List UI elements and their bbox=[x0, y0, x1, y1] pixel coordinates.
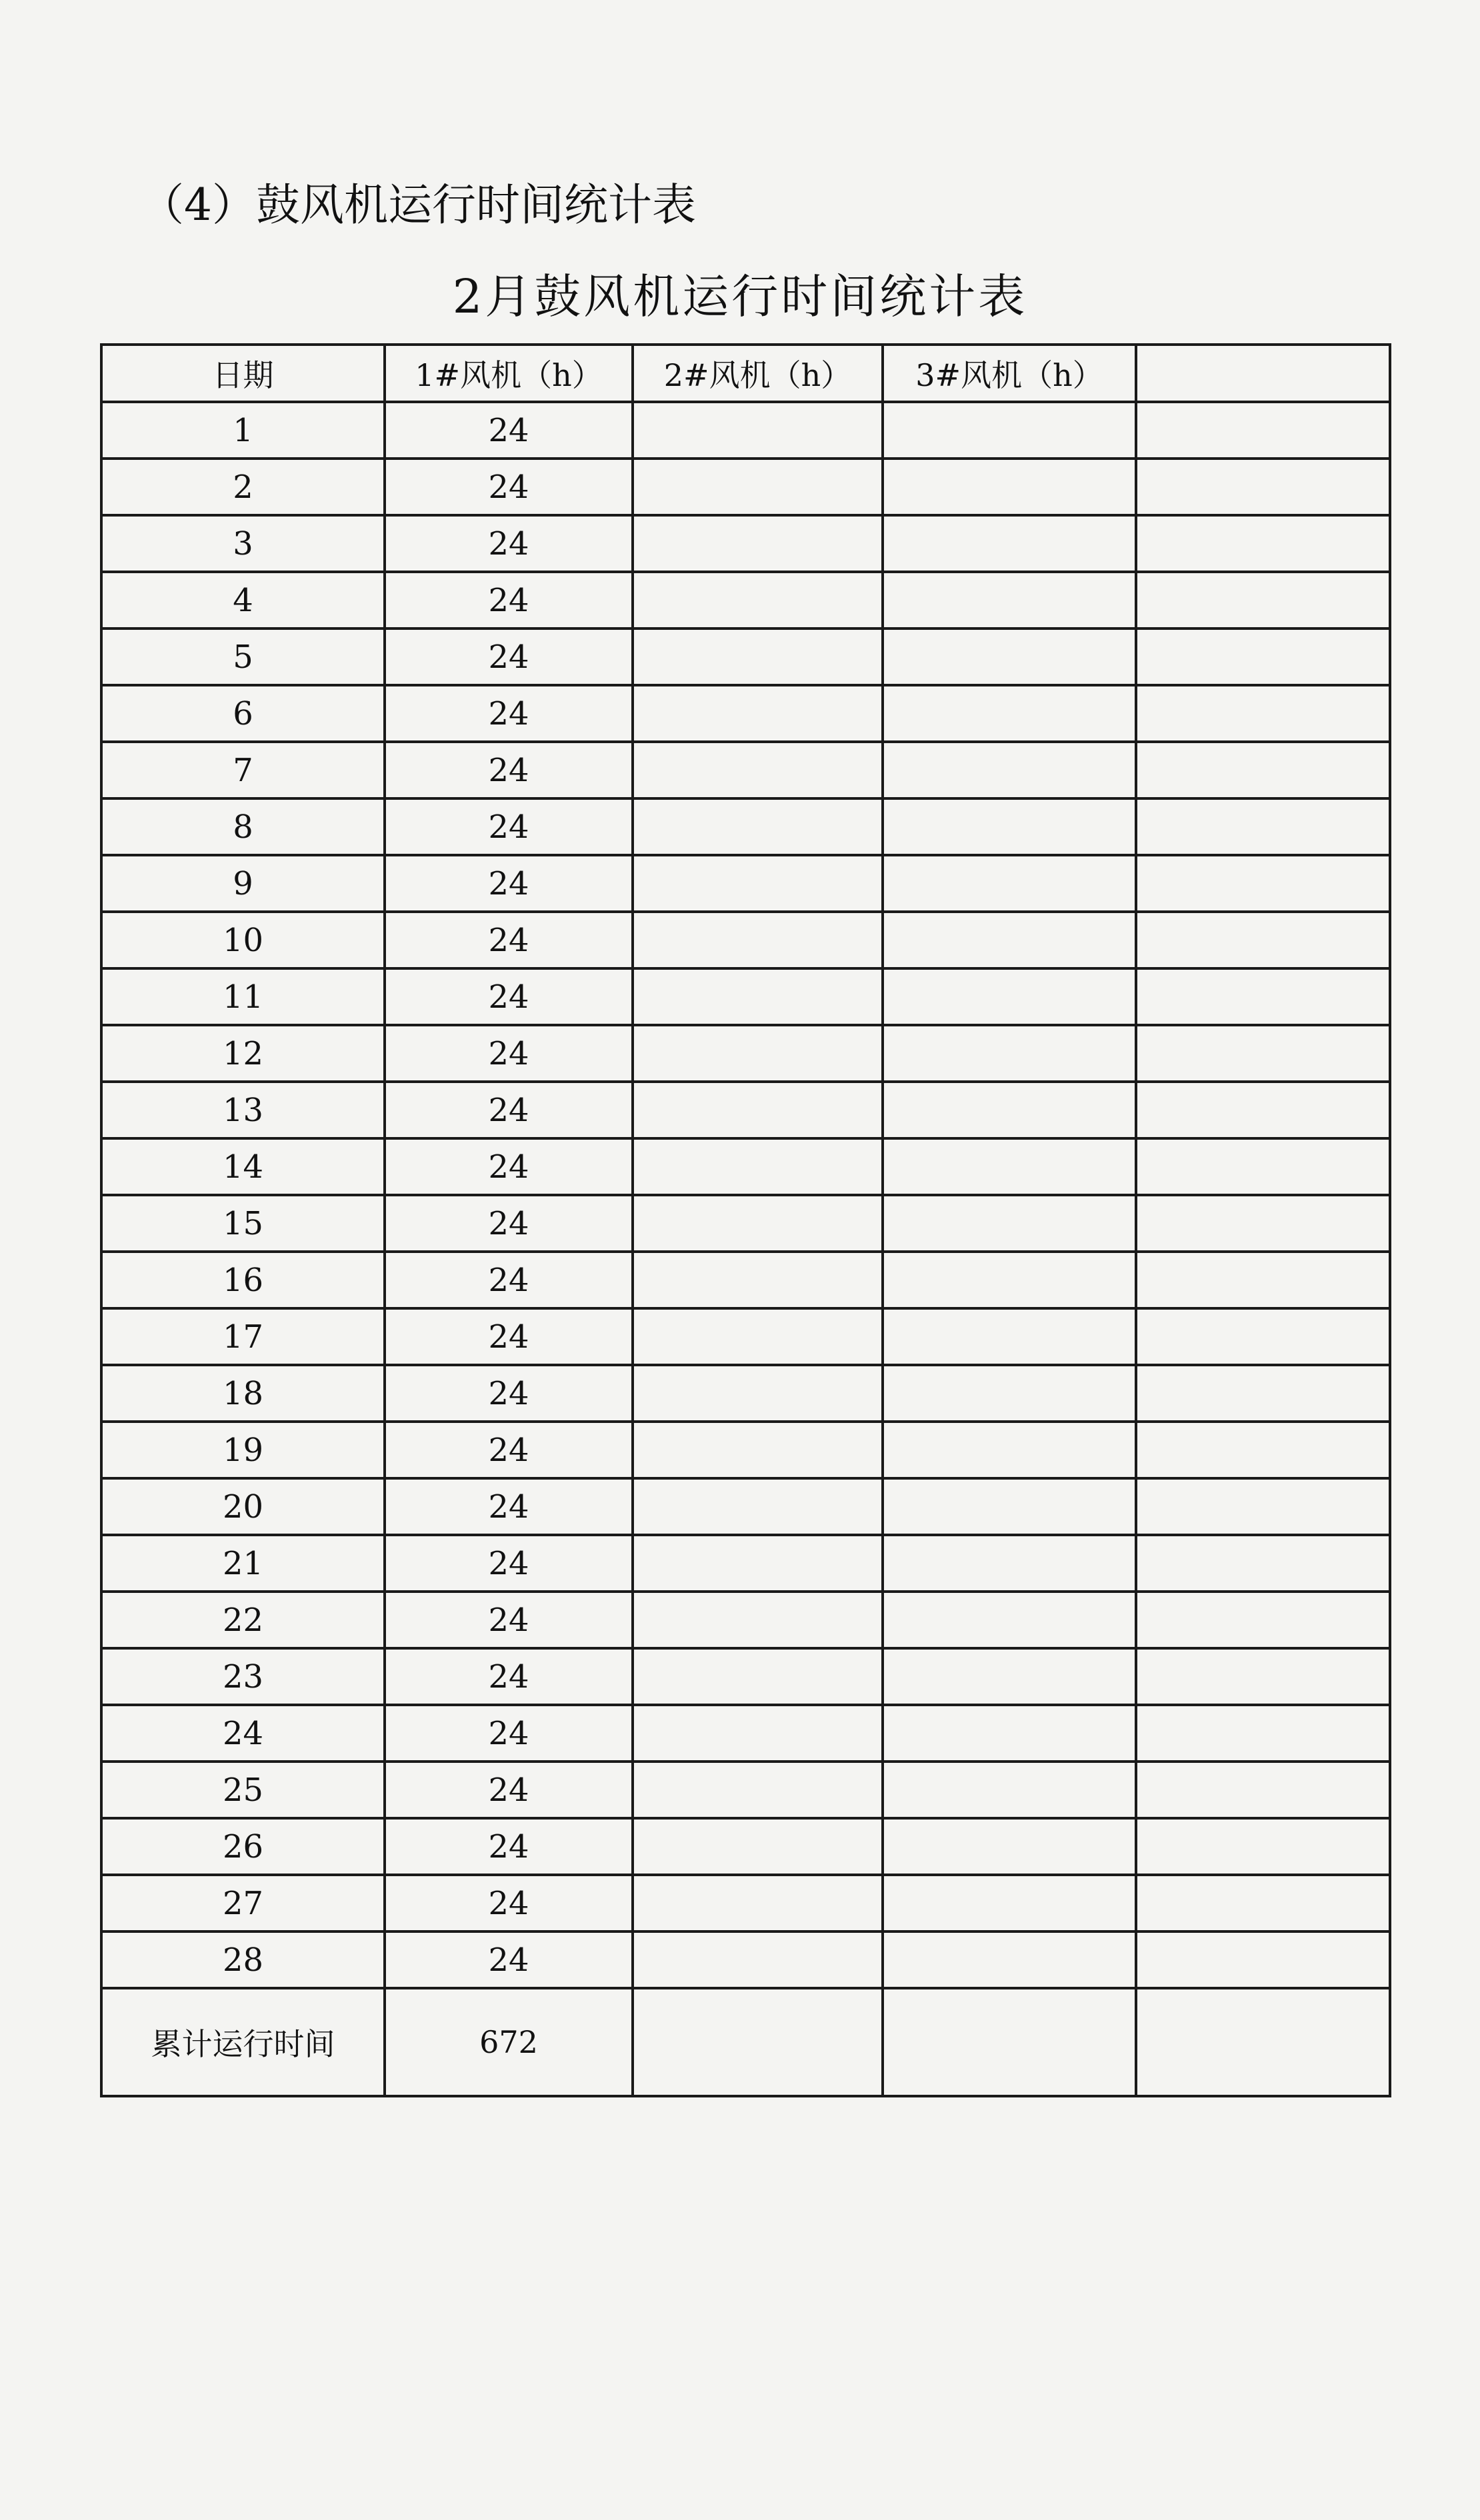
cell-fan-2 bbox=[633, 402, 883, 459]
cell-fan-3 bbox=[883, 1308, 1136, 1365]
cell-fan-2 bbox=[633, 1082, 883, 1138]
cell-blank bbox=[1136, 1705, 1390, 1762]
cell-fan-2 bbox=[633, 1365, 883, 1422]
cell-fan-1: 24 bbox=[385, 1592, 633, 1648]
cell-fan-3 bbox=[883, 742, 1136, 798]
total-fan-3 bbox=[883, 1988, 1136, 2096]
cell-fan-2 bbox=[633, 1195, 883, 1252]
cell-blank bbox=[1136, 629, 1390, 685]
cell-fan-3 bbox=[883, 1592, 1136, 1648]
cell-fan-2 bbox=[633, 968, 883, 1025]
cell-fan-3 bbox=[883, 685, 1136, 742]
cell-blank bbox=[1136, 459, 1390, 515]
cell-fan-2 bbox=[633, 742, 883, 798]
table-body bbox=[101, 402, 1390, 1988]
cell-fan-3 bbox=[883, 1535, 1136, 1592]
cell-fan-3 bbox=[883, 968, 1136, 1025]
cell-fan-1: 24 bbox=[385, 1365, 633, 1422]
cell-fan-2 bbox=[633, 912, 883, 968]
cell-fan-1: 24 bbox=[385, 855, 633, 912]
table-row bbox=[101, 912, 1390, 968]
cell-date: 26 bbox=[101, 1818, 385, 1875]
cell-blank bbox=[1136, 1025, 1390, 1082]
cell-date: 9 bbox=[101, 855, 385, 912]
table-row bbox=[101, 402, 1390, 459]
cell-blank bbox=[1136, 1818, 1390, 1875]
cell-blank bbox=[1136, 1762, 1390, 1818]
cell-date: 16 bbox=[101, 1252, 385, 1308]
cell-fan-1: 24 bbox=[385, 1648, 633, 1705]
table-row bbox=[101, 1422, 1390, 1478]
header-blank bbox=[1136, 345, 1390, 402]
table-row bbox=[101, 1365, 1390, 1422]
header-fan-1: 1#风机（h） bbox=[385, 345, 633, 402]
cell-blank bbox=[1136, 798, 1390, 855]
total-label: 累计运行时间 bbox=[101, 1988, 385, 2096]
cell-fan-3 bbox=[883, 1025, 1136, 1082]
cell-fan-3 bbox=[883, 1875, 1136, 1931]
cell-date: 19 bbox=[101, 1422, 385, 1478]
table-row bbox=[101, 1025, 1390, 1082]
cell-date: 4 bbox=[101, 572, 385, 629]
cell-blank bbox=[1136, 572, 1390, 629]
table-row bbox=[101, 855, 1390, 912]
table-header bbox=[101, 345, 1390, 402]
cell-blank bbox=[1136, 1535, 1390, 1592]
cell-fan-1: 24 bbox=[385, 912, 633, 968]
table-row bbox=[101, 1818, 1390, 1875]
cell-fan-1: 24 bbox=[385, 1931, 633, 1988]
table-row bbox=[101, 1308, 1390, 1365]
table-row bbox=[101, 1648, 1390, 1705]
cell-blank bbox=[1136, 1422, 1390, 1478]
cell-blank bbox=[1136, 402, 1390, 459]
total-row bbox=[101, 1988, 1390, 2096]
cell-fan-1: 24 bbox=[385, 685, 633, 742]
cell-fan-2 bbox=[633, 1592, 883, 1648]
cell-fan-3 bbox=[883, 1931, 1136, 1988]
cell-fan-3 bbox=[883, 1705, 1136, 1762]
cell-fan-3 bbox=[883, 1252, 1136, 1308]
cell-date: 8 bbox=[101, 798, 385, 855]
total-blank bbox=[1136, 1988, 1390, 2096]
cell-fan-1: 24 bbox=[385, 1818, 633, 1875]
cell-fan-1: 24 bbox=[385, 798, 633, 855]
table-row bbox=[101, 1931, 1390, 1988]
cell-date: 23 bbox=[101, 1648, 385, 1705]
cell-fan-1: 24 bbox=[385, 402, 633, 459]
cell-date: 27 bbox=[101, 1875, 385, 1931]
cell-fan-2 bbox=[633, 1138, 883, 1195]
cell-fan-3 bbox=[883, 1422, 1136, 1478]
cell-fan-1: 24 bbox=[385, 1875, 633, 1931]
cell-fan-1: 24 bbox=[385, 459, 633, 515]
cell-fan-2 bbox=[633, 1422, 883, 1478]
cell-fan-1: 24 bbox=[385, 1422, 633, 1478]
cell-fan-1: 24 bbox=[385, 1705, 633, 1762]
table-row bbox=[101, 1195, 1390, 1252]
cell-date: 28 bbox=[101, 1931, 385, 1988]
header-date: 日期 bbox=[101, 345, 385, 402]
cell-fan-2 bbox=[633, 798, 883, 855]
cell-date: 22 bbox=[101, 1592, 385, 1648]
cell-fan-3 bbox=[883, 515, 1136, 572]
table-row bbox=[101, 968, 1390, 1025]
cell-date: 25 bbox=[101, 1762, 385, 1818]
cell-fan-1: 24 bbox=[385, 1308, 633, 1365]
header-row bbox=[101, 345, 1390, 402]
section-heading: （4）鼓风机运行时间统计表 bbox=[140, 179, 696, 231]
cell-blank bbox=[1136, 1875, 1390, 1931]
cell-blank bbox=[1136, 1252, 1390, 1308]
table-row bbox=[101, 572, 1390, 629]
table-row bbox=[101, 1592, 1390, 1648]
cell-date: 14 bbox=[101, 1138, 385, 1195]
cell-fan-2 bbox=[633, 1762, 883, 1818]
cell-fan-3 bbox=[883, 1365, 1136, 1422]
cell-blank bbox=[1136, 1195, 1390, 1252]
table-footer bbox=[101, 1988, 1390, 2096]
cell-fan-1: 24 bbox=[385, 1535, 633, 1592]
cell-blank bbox=[1136, 1308, 1390, 1365]
cell-fan-3 bbox=[883, 572, 1136, 629]
cell-blank bbox=[1136, 742, 1390, 798]
cell-fan-1: 24 bbox=[385, 1195, 633, 1252]
cell-fan-2 bbox=[633, 515, 883, 572]
table-row bbox=[101, 798, 1390, 855]
cell-fan-1: 24 bbox=[385, 1082, 633, 1138]
cell-fan-2 bbox=[633, 1875, 883, 1931]
table-row bbox=[101, 685, 1390, 742]
cell-blank bbox=[1136, 855, 1390, 912]
cell-blank bbox=[1136, 1478, 1390, 1535]
cell-date: 24 bbox=[101, 1705, 385, 1762]
cell-blank bbox=[1136, 968, 1390, 1025]
table-row bbox=[101, 742, 1390, 798]
cell-fan-1: 24 bbox=[385, 1762, 633, 1818]
cell-fan-2 bbox=[633, 1535, 883, 1592]
cell-fan-1: 24 bbox=[385, 968, 633, 1025]
table-row bbox=[101, 1082, 1390, 1138]
cell-date: 3 bbox=[101, 515, 385, 572]
cell-fan-3 bbox=[883, 1478, 1136, 1535]
cell-fan-2 bbox=[633, 1308, 883, 1365]
cell-date: 13 bbox=[101, 1082, 385, 1138]
cell-blank bbox=[1136, 1592, 1390, 1648]
cell-fan-3 bbox=[883, 798, 1136, 855]
header-fan-2: 2#风机（h） bbox=[633, 345, 883, 402]
cell-fan-1: 24 bbox=[385, 1478, 633, 1535]
cell-fan-2 bbox=[633, 1025, 883, 1082]
table-row bbox=[101, 1762, 1390, 1818]
total-fan-2 bbox=[633, 1988, 883, 2096]
cell-fan-2 bbox=[633, 1648, 883, 1705]
table-row bbox=[101, 1535, 1390, 1592]
table-row bbox=[101, 629, 1390, 685]
cell-blank bbox=[1136, 685, 1390, 742]
cell-fan-3 bbox=[883, 1648, 1136, 1705]
cell-fan-3 bbox=[883, 402, 1136, 459]
cell-fan-2 bbox=[633, 572, 883, 629]
table-row bbox=[101, 459, 1390, 515]
blower-runtime-table bbox=[100, 343, 1391, 2097]
cell-fan-1: 24 bbox=[385, 1025, 633, 1082]
cell-fan-2 bbox=[633, 1705, 883, 1762]
cell-fan-3 bbox=[883, 459, 1136, 515]
cell-blank bbox=[1136, 912, 1390, 968]
cell-date: 11 bbox=[101, 968, 385, 1025]
cell-blank bbox=[1136, 1365, 1390, 1422]
cell-fan-1: 24 bbox=[385, 572, 633, 629]
total-fan-1: 672 bbox=[385, 1988, 633, 2096]
table-title: 2月鼓风机运行时间统计表 bbox=[452, 269, 1028, 324]
cell-fan-2 bbox=[633, 685, 883, 742]
cell-date: 1 bbox=[101, 402, 385, 459]
cell-date: 20 bbox=[101, 1478, 385, 1535]
cell-date: 15 bbox=[101, 1195, 385, 1252]
cell-fan-3 bbox=[883, 1818, 1136, 1875]
cell-fan-2 bbox=[633, 1931, 883, 1988]
cell-fan-3 bbox=[883, 1762, 1136, 1818]
cell-fan-2 bbox=[633, 1252, 883, 1308]
cell-fan-1: 24 bbox=[385, 515, 633, 572]
table-row bbox=[101, 1478, 1390, 1535]
cell-blank bbox=[1136, 515, 1390, 572]
header-fan-3: 3#风机（h） bbox=[883, 345, 1136, 402]
cell-blank bbox=[1136, 1082, 1390, 1138]
cell-fan-1: 24 bbox=[385, 629, 633, 685]
cell-fan-3 bbox=[883, 1195, 1136, 1252]
cell-fan-3 bbox=[883, 912, 1136, 968]
cell-fan-1: 24 bbox=[385, 742, 633, 798]
cell-fan-2 bbox=[633, 855, 883, 912]
cell-fan-2 bbox=[633, 459, 883, 515]
cell-blank bbox=[1136, 1648, 1390, 1705]
cell-date: 7 bbox=[101, 742, 385, 798]
table-row bbox=[101, 1138, 1390, 1195]
cell-date: 2 bbox=[101, 459, 385, 515]
cell-fan-1: 24 bbox=[385, 1252, 633, 1308]
cell-fan-3 bbox=[883, 1082, 1136, 1138]
cell-blank bbox=[1136, 1931, 1390, 1988]
table-row bbox=[101, 1252, 1390, 1308]
cell-date: 5 bbox=[101, 629, 385, 685]
cell-fan-2 bbox=[633, 629, 883, 685]
cell-fan-1: 24 bbox=[385, 1138, 633, 1195]
cell-fan-2 bbox=[633, 1818, 883, 1875]
cell-date: 10 bbox=[101, 912, 385, 968]
table-row bbox=[101, 515, 1390, 572]
cell-date: 21 bbox=[101, 1535, 385, 1592]
cell-blank bbox=[1136, 1138, 1390, 1195]
table-row bbox=[101, 1705, 1390, 1762]
cell-fan-3 bbox=[883, 855, 1136, 912]
cell-date: 6 bbox=[101, 685, 385, 742]
cell-date: 18 bbox=[101, 1365, 385, 1422]
cell-fan-3 bbox=[883, 1138, 1136, 1195]
cell-date: 17 bbox=[101, 1308, 385, 1365]
cell-fan-3 bbox=[883, 629, 1136, 685]
cell-fan-2 bbox=[633, 1478, 883, 1535]
table-row bbox=[101, 1875, 1390, 1931]
cell-date: 12 bbox=[101, 1025, 385, 1082]
